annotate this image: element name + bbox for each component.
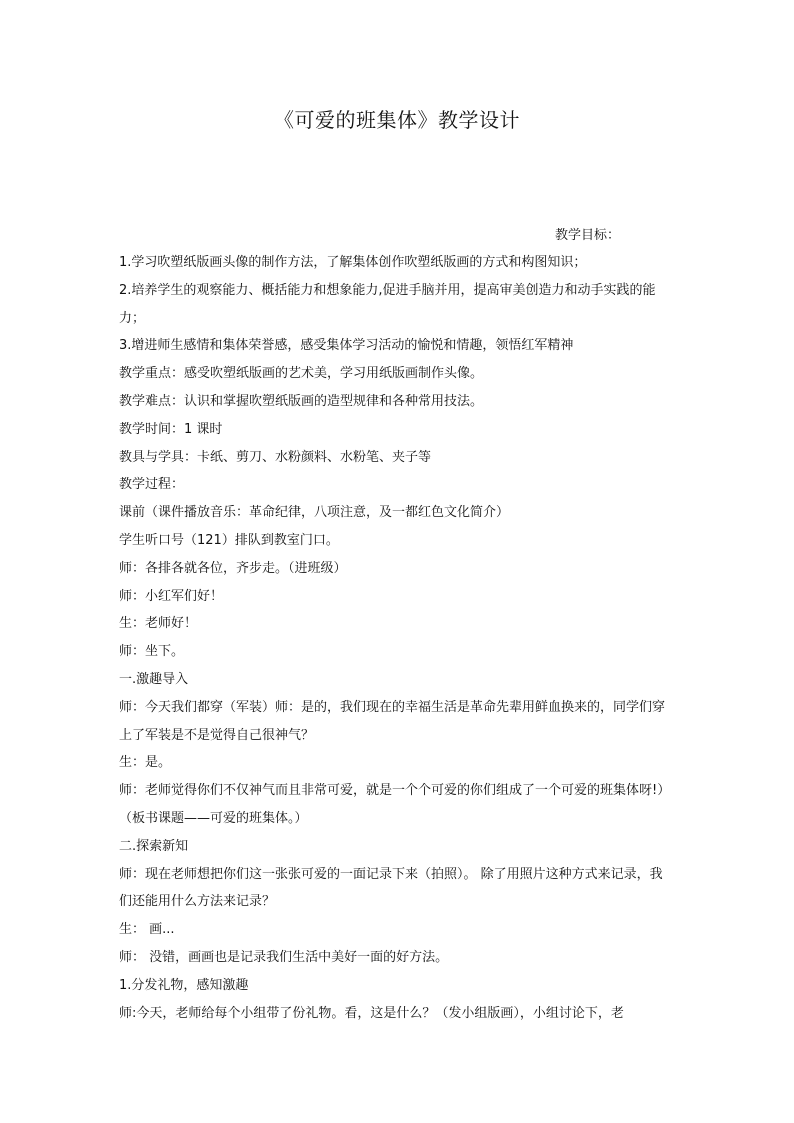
body-paragraph: 师：各排各就各位，齐步走。（进班级）: [119, 560, 347, 576]
body-paragraph: 师：小红军们好！: [119, 588, 224, 604]
body-paragraph: 1.学习吹塑纸版画头像的制作方法，了解集体创作吹塑纸版画的方式和构图知识；: [119, 255, 587, 270]
body-paragraph: 生：老师好！: [119, 616, 198, 632]
body-paragraph: 教学过程：: [119, 477, 185, 493]
document-body: [119, 249, 675, 1027]
body-paragraph: 课前（课件播放音乐：革命纪律，八项注意，及一都红色文化简介）: [119, 505, 510, 521]
body-paragraph: 1.分发礼物，感知激趣: [119, 977, 249, 993]
body-paragraph: 二.探索新知: [119, 838, 189, 854]
body-paragraph: 3.增进师生感情和集体荣誉感，感受集体学习活动的愉悦和情趣，领悟红军精神: [119, 338, 574, 354]
body-paragraph: 生： 画...: [119, 922, 175, 938]
body-paragraph: 师：坐下。: [119, 644, 185, 660]
body-paragraph: 教具与学具：卡纸、剪刀、水粉颜料、水粉笔、夹子等: [119, 449, 432, 465]
body-paragraph: 师:今天，老师给每个小组带了份礼物。看，这是什么？（发小组版画），小组讨论下，老: [119, 1005, 624, 1021]
body-paragraph: 2.培养学生的观察能力、概括能力和想象能力,促进手脑并用，提高审美创造力和动手实践的能力；: [119, 282, 656, 326]
body-paragraph: 一.激趣导入: [119, 671, 189, 687]
body-paragraph: 生：是。: [119, 755, 172, 771]
body-paragraph: 师：今天我们都穿（军装）师：是的，我们现在的幸福生活是革命先辈用鲜血换来的，同学们穿上了军装是不是觉得自己很神气？: [119, 699, 666, 743]
body-paragraph: 师：老师觉得你们不仅神气而且非常可爱，就是一个个可爱的你们组成了一个可爱的班集体呀!）（板书课题——可爱的班集体。）: [119, 783, 671, 826]
body-paragraph: 师： 没错，画画也是记录我们生活中美好一面的好方法。: [119, 949, 449, 965]
body-paragraph: 教学重点：感受吹塑纸版画的艺术美，学习用纸版画制作头像。: [119, 366, 484, 382]
body-paragraph: 学生听口号（121）排队到教室门口。: [119, 532, 339, 548]
body-paragraph: 教学时间：1 课时: [119, 421, 223, 437]
objectives-heading: 教学目标：: [554, 228, 620, 243]
document-title: 《可爱的班集体》教学设计: [274, 108, 520, 132]
body-paragraph: 师：现在老师想把你们这一张张可爱的一面记录下来（拍照）。 除了用照片这种方式来记录，我们还能用什么方法来记录？: [119, 866, 663, 910]
body-paragraph: 教学难点：认识和掌握吹塑纸版画的造型规律和各种常用技法。: [119, 393, 484, 409]
